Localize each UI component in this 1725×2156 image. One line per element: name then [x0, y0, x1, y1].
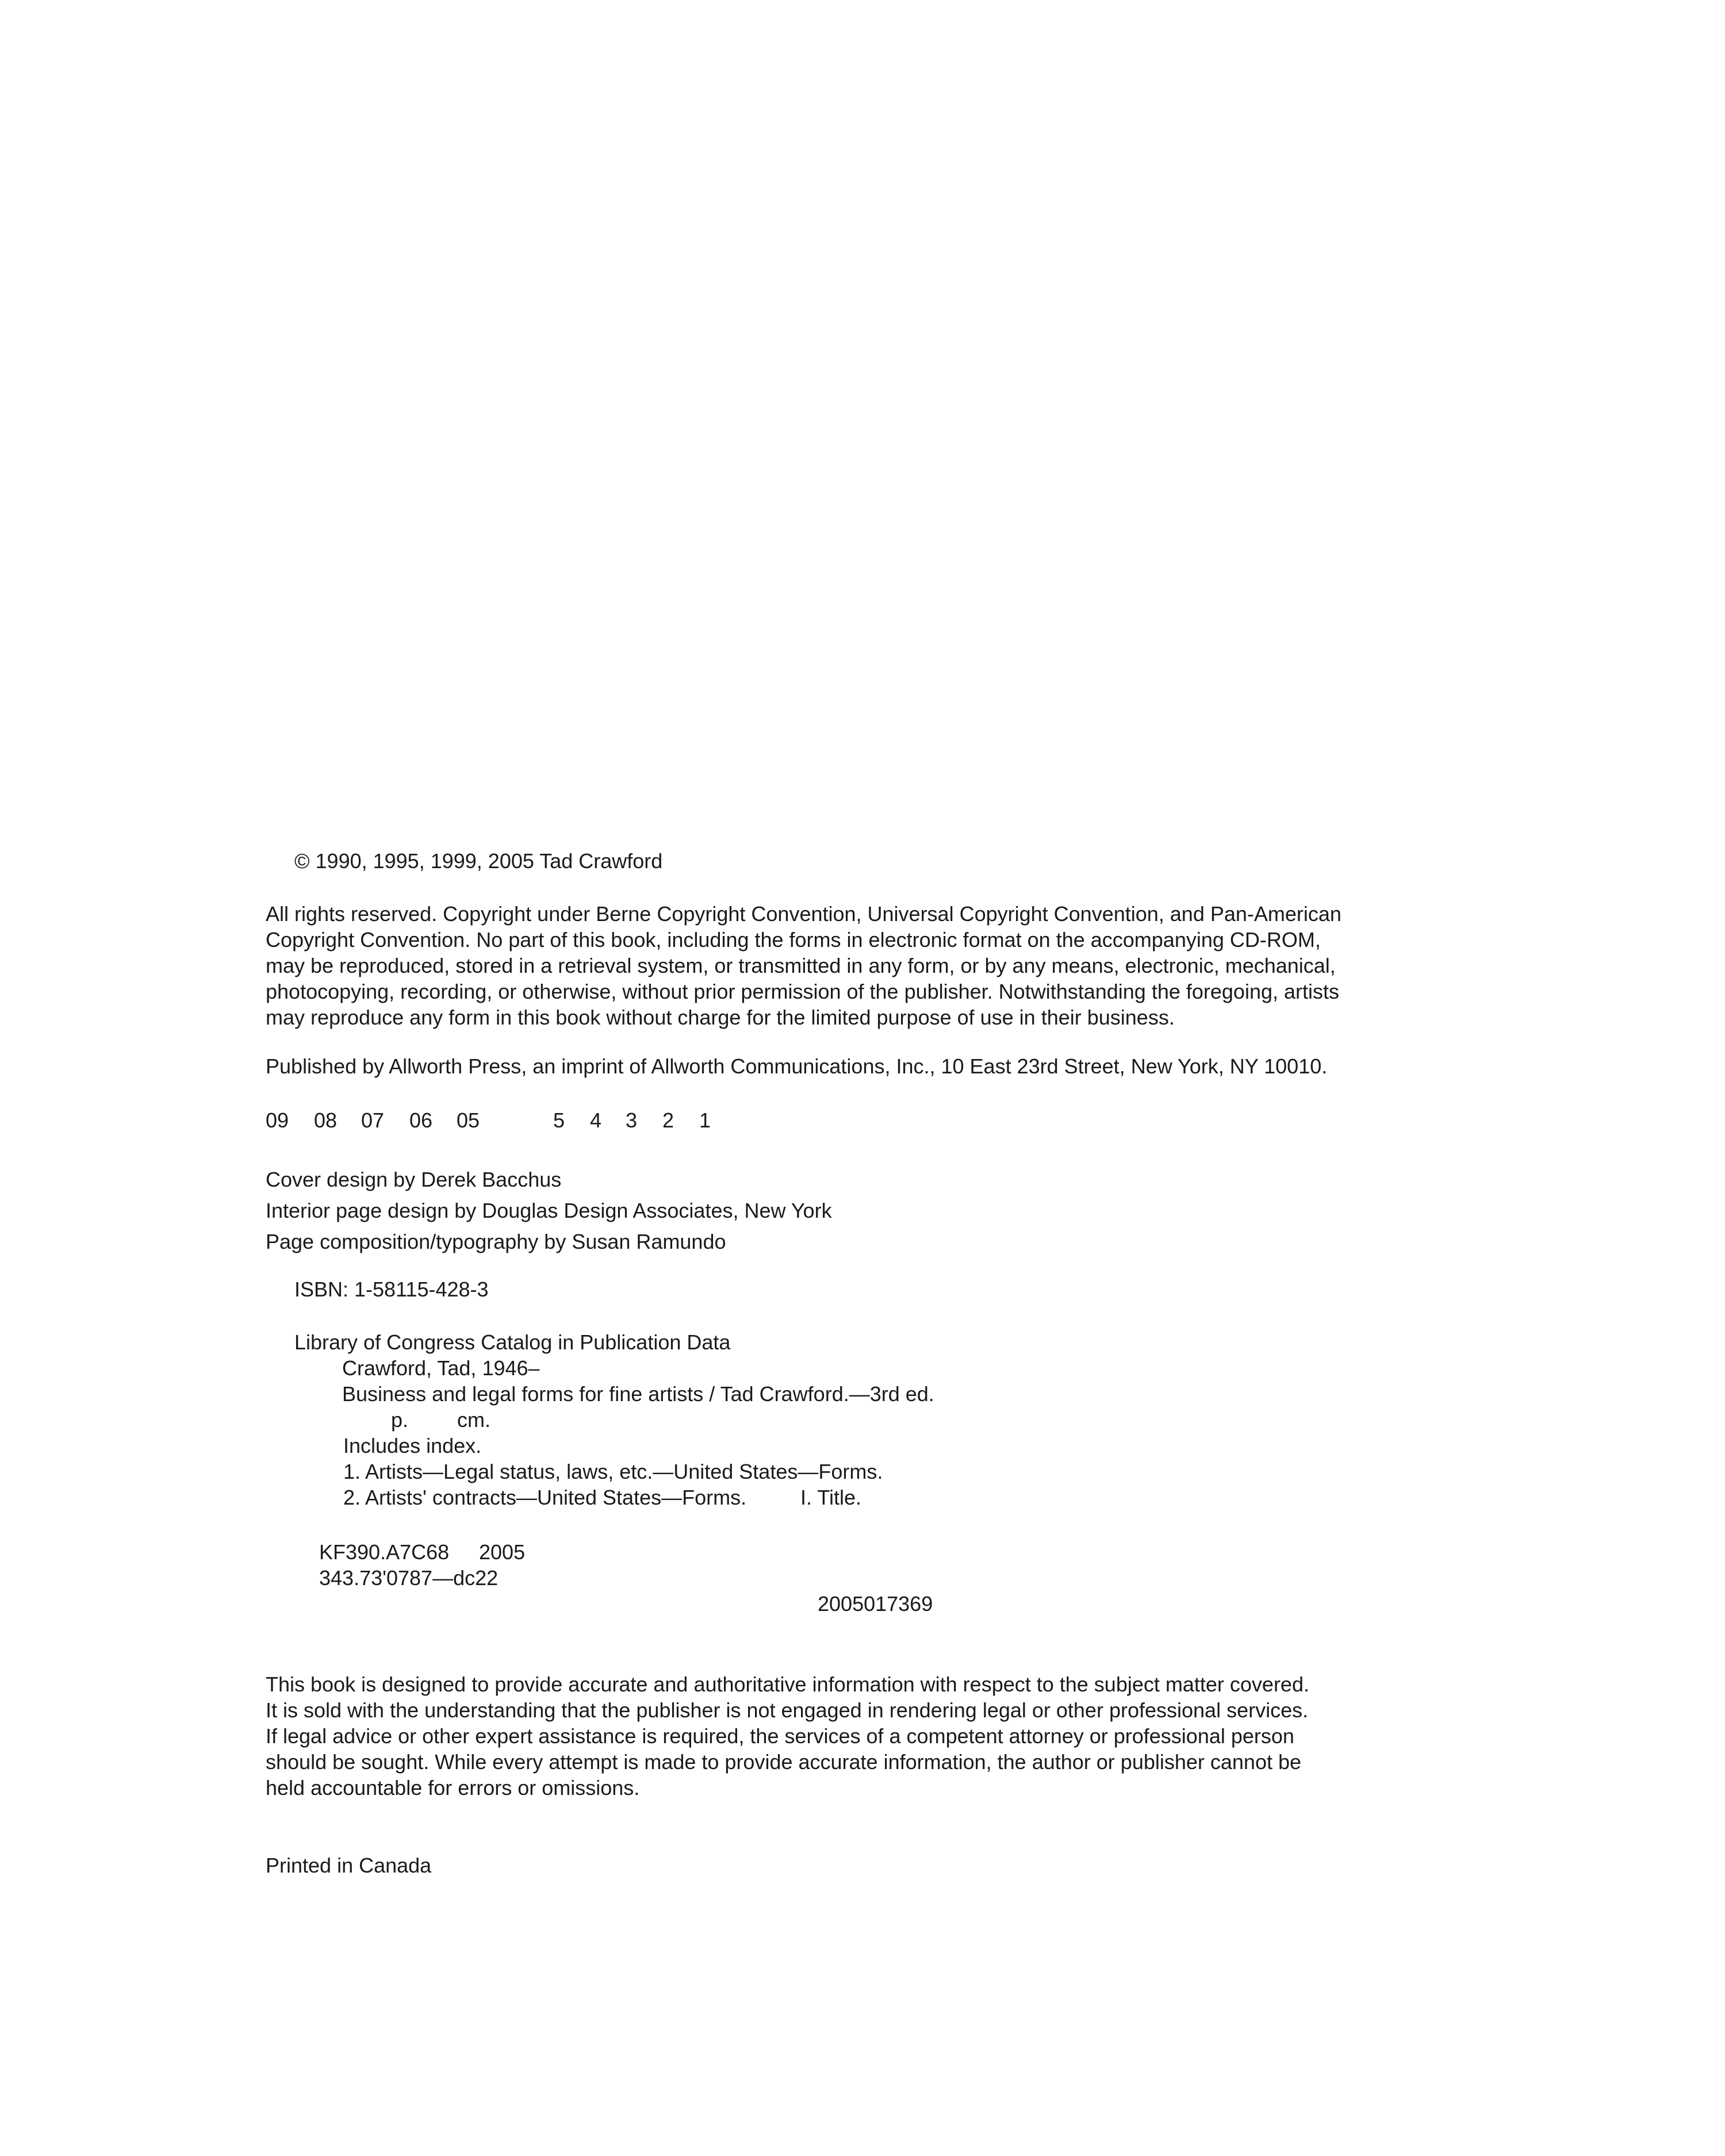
credit-line: Page composition/typography by Susan Ramundo — [266, 1230, 726, 1253]
printing-line — [266, 1107, 783, 1133]
disclaimer-line: It is sold with the understanding that the publisher is not engaged in rendering legal or other professional services. — [266, 1698, 1309, 1722]
copyright-notice: © 1990, 1995, 1999, 2005 Tad Crawford — [294, 849, 663, 873]
rights-line: All rights reserved. Copyright under Berne Copyright Convention, Universal Copyright Convention, and Pan-American — [266, 902, 1341, 926]
lccn: 2005017369 — [818, 1592, 933, 1616]
printing-year: 09 — [266, 1108, 289, 1132]
printed-in: Printed in Canada — [266, 1854, 432, 1877]
cip-author: Crawford, Tad, 1946– — [342, 1356, 540, 1380]
credit-line: Cover design by Derek Bacchus — [266, 1168, 562, 1191]
disclaimer-line: should be sought. While every attempt is made to provide accurate information, the author or publisher cannot be — [266, 1750, 1302, 1774]
rights-line: Copyright Convention. No part of this book, including the forms in electronic format on the accompanying CD-ROM, — [266, 928, 1321, 952]
credit-line: Interior page design by Douglas Design Associates, New York — [266, 1199, 832, 1222]
rights-line: photocopying, recording, or otherwise, without prior permission of the publisher. Notwithstanding the foregoing, artists — [266, 980, 1340, 1003]
cip-index: Includes index. — [343, 1434, 482, 1457]
printing-year: 06 — [409, 1108, 433, 1132]
printing-number: 2 — [662, 1108, 674, 1132]
printing-year: 08 — [314, 1108, 338, 1132]
lc-class: KF390.A7C68 — [319, 1540, 450, 1564]
dewey-number: 343.73'0787—dc22 — [319, 1566, 499, 1590]
cip-subject: 1. Artists—Legal status, laws, etc.—United States—Forms. — [343, 1460, 883, 1483]
lc-year: 2005 — [479, 1540, 526, 1564]
printing-year: 05 — [457, 1108, 480, 1132]
printing-number: 1 — [699, 1108, 711, 1132]
disclaimer-paragraph — [266, 1671, 1309, 1801]
rights-paragraph — [266, 901, 1341, 1030]
disclaimer-line: If legal advice or other expert assistance is required, the services of a competent attorney or professional person — [266, 1724, 1294, 1748]
printing-number: 3 — [626, 1108, 638, 1132]
publisher-line: Published by Allworth Press, an imprint of Allworth Communications, Inc., 10 East 23rd Street, New York, NY 10010. — [266, 1054, 1328, 1078]
printing-year: 07 — [361, 1108, 385, 1132]
printing-number: 4 — [590, 1108, 602, 1132]
isbn: ISBN: 1-58115-428-3 — [294, 1278, 489, 1301]
cip-subject: 2. Artists' contracts—United States—Forms. — [343, 1486, 747, 1509]
printing-number: 5 — [553, 1108, 565, 1132]
cip-title: Business and legal forms for fine artists / Tad Crawford.—3rd ed. — [342, 1382, 934, 1406]
disclaimer-line: This book is designed to provide accurate and authoritative information with respect to the subject matter covered. — [266, 1672, 1309, 1696]
disclaimer-line: held accountable for errors or omissions. — [266, 1776, 640, 1800]
cip-heading: Library of Congress Catalog in Publication Data — [294, 1330, 731, 1354]
rights-line: may be reproduced, stored in a retrieval system, or transmitted in any form, or by any means, electronic, mechanical, — [266, 954, 1336, 977]
credits — [266, 1164, 832, 1257]
rights-line: may reproduce any form in this book without charge for the limited purpose of use in their business. — [266, 1006, 1175, 1029]
cip-pages: p. — [391, 1408, 409, 1432]
cip-cm: cm. — [457, 1408, 490, 1432]
cip-title-entry: I. Title. — [800, 1486, 862, 1509]
